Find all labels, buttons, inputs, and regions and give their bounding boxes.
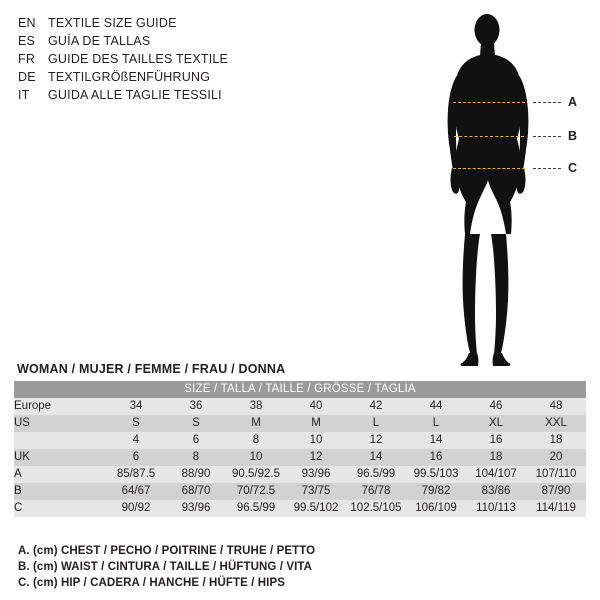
cell: 12 <box>286 449 346 466</box>
language-row-de <box>18 70 308 88</box>
cell: 73/75 <box>286 483 346 500</box>
measurement-legend <box>18 543 418 591</box>
table-row <box>14 449 586 466</box>
cell: 8 <box>226 432 286 449</box>
table-header-band-row <box>14 381 586 398</box>
cell: 46 <box>466 398 526 415</box>
measure-label-a: A <box>568 95 578 109</box>
language-header-block <box>18 16 308 106</box>
cell: 42 <box>346 398 406 415</box>
cell: 10 <box>286 432 346 449</box>
cell: L <box>346 415 406 432</box>
cell: 106/109 <box>406 500 466 517</box>
cell: XL <box>466 415 526 432</box>
cell: M <box>226 415 286 432</box>
cell: 87/90 <box>526 483 586 500</box>
legend-row-c: C. (cm) HIP / CADERA / HANCHE / HÜFTE / HIPS <box>18 577 286 589</box>
measure-line-b <box>454 136 524 137</box>
cell: 76/78 <box>346 483 406 500</box>
cell: L <box>406 415 466 432</box>
measure-line-a <box>453 102 525 103</box>
cell: 18 <box>526 432 586 449</box>
language-row-es <box>18 34 308 52</box>
cell: 18 <box>466 449 526 466</box>
cell: 107/110 <box>526 466 586 483</box>
language-code-en: EN <box>18 16 36 30</box>
table-header-band-label: SIZE / TALLA / TAILLE / GRÖSSE / TAGLIA <box>14 381 586 398</box>
cell: 99.5/102 <box>286 500 346 517</box>
row-label-us: US <box>14 415 106 432</box>
row-label-a: A <box>14 466 106 483</box>
language-text-de: TEXTILGRÖßENFÜHRUNG <box>48 70 211 84</box>
legend-row-a: A. (cm) CHEST / PECHO / POITRINE / TRUHE / PETTO <box>18 545 316 557</box>
row-label-c: C <box>14 500 106 517</box>
cell: 48 <box>526 398 586 415</box>
measure-line-b-extension <box>533 136 561 137</box>
cell: 96.5/99 <box>346 466 406 483</box>
language-code-de: DE <box>18 70 36 84</box>
table-row <box>14 398 586 415</box>
cell: 99.5/103 <box>406 466 466 483</box>
size-table <box>14 381 586 517</box>
language-row-en <box>18 16 308 34</box>
cell: M <box>286 415 346 432</box>
cell: S <box>166 415 226 432</box>
row-label-us-numeric <box>14 432 106 449</box>
cell: 110/113 <box>466 500 526 517</box>
cell: 93/96 <box>166 500 226 517</box>
row-label-uk: UK <box>14 449 106 466</box>
cell: 36 <box>166 398 226 415</box>
language-text-fr: GUIDE DES TAILLES TEXTILE <box>48 52 229 66</box>
cell: 88/90 <box>166 466 226 483</box>
legend-row-b: B. (cm) WAIST / CINTURA / TAILLE / HÜFTUNG / VITA <box>18 561 313 573</box>
table-row <box>14 415 586 432</box>
cell: 68/70 <box>166 483 226 500</box>
cell: 114/119 <box>526 500 586 517</box>
table-row <box>14 466 586 483</box>
table-row <box>14 483 586 500</box>
measure-line-c <box>453 168 525 169</box>
measure-label-b: B <box>568 129 578 143</box>
table-row <box>14 432 586 449</box>
female-body-figure <box>420 8 590 368</box>
table-row <box>14 500 586 517</box>
row-label-europe: Europe <box>14 398 106 415</box>
cell: 44 <box>406 398 466 415</box>
cell: 6 <box>166 432 226 449</box>
cell: S <box>106 415 166 432</box>
cell: 12 <box>346 432 406 449</box>
cell: 64/67 <box>106 483 166 500</box>
cell: 4 <box>106 432 166 449</box>
measure-label-c: C <box>568 161 578 175</box>
female-silhouette-icon <box>420 8 590 368</box>
cell: 16 <box>406 449 466 466</box>
language-code-fr: FR <box>18 52 36 66</box>
cell: 14 <box>346 449 406 466</box>
size-table-area <box>14 362 586 517</box>
cell: 10 <box>226 449 286 466</box>
cell: 83/86 <box>466 483 526 500</box>
cell: 14 <box>406 432 466 449</box>
measure-line-c-extension <box>533 168 561 169</box>
language-text-en: TEXTILE SIZE GUIDE <box>48 16 177 30</box>
cell: 102.5/105 <box>346 500 406 517</box>
cell: 6 <box>106 449 166 466</box>
cell: 34 <box>106 398 166 415</box>
cell: 90/92 <box>106 500 166 517</box>
language-text-it: GUIDA ALLE TAGLIE TESSILI <box>48 88 222 102</box>
cell: 93/96 <box>286 466 346 483</box>
cell: 40 <box>286 398 346 415</box>
row-label-b: B <box>14 483 106 500</box>
cell: 90.5/92.5 <box>226 466 286 483</box>
cell: 79/82 <box>406 483 466 500</box>
language-text-es: GUÍA DE TALLAS <box>48 34 151 48</box>
cell: XXL <box>526 415 586 432</box>
language-code-es: ES <box>18 34 36 48</box>
cell: 16 <box>466 432 526 449</box>
cell: 38 <box>226 398 286 415</box>
cell: 104/107 <box>466 466 526 483</box>
language-row-fr <box>18 52 308 70</box>
measure-line-a-extension <box>533 102 561 103</box>
cell: 8 <box>166 449 226 466</box>
cell: 20 <box>526 449 586 466</box>
language-code-it: IT <box>18 88 30 102</box>
table-group-title: WOMAN / MUJER / FEMME / FRAU / DONNA <box>17 362 286 376</box>
cell: 70/72.5 <box>226 483 286 500</box>
cell: 96.5/99 <box>226 500 286 517</box>
cell: 85/87.5 <box>106 466 166 483</box>
language-row-it <box>18 88 308 106</box>
